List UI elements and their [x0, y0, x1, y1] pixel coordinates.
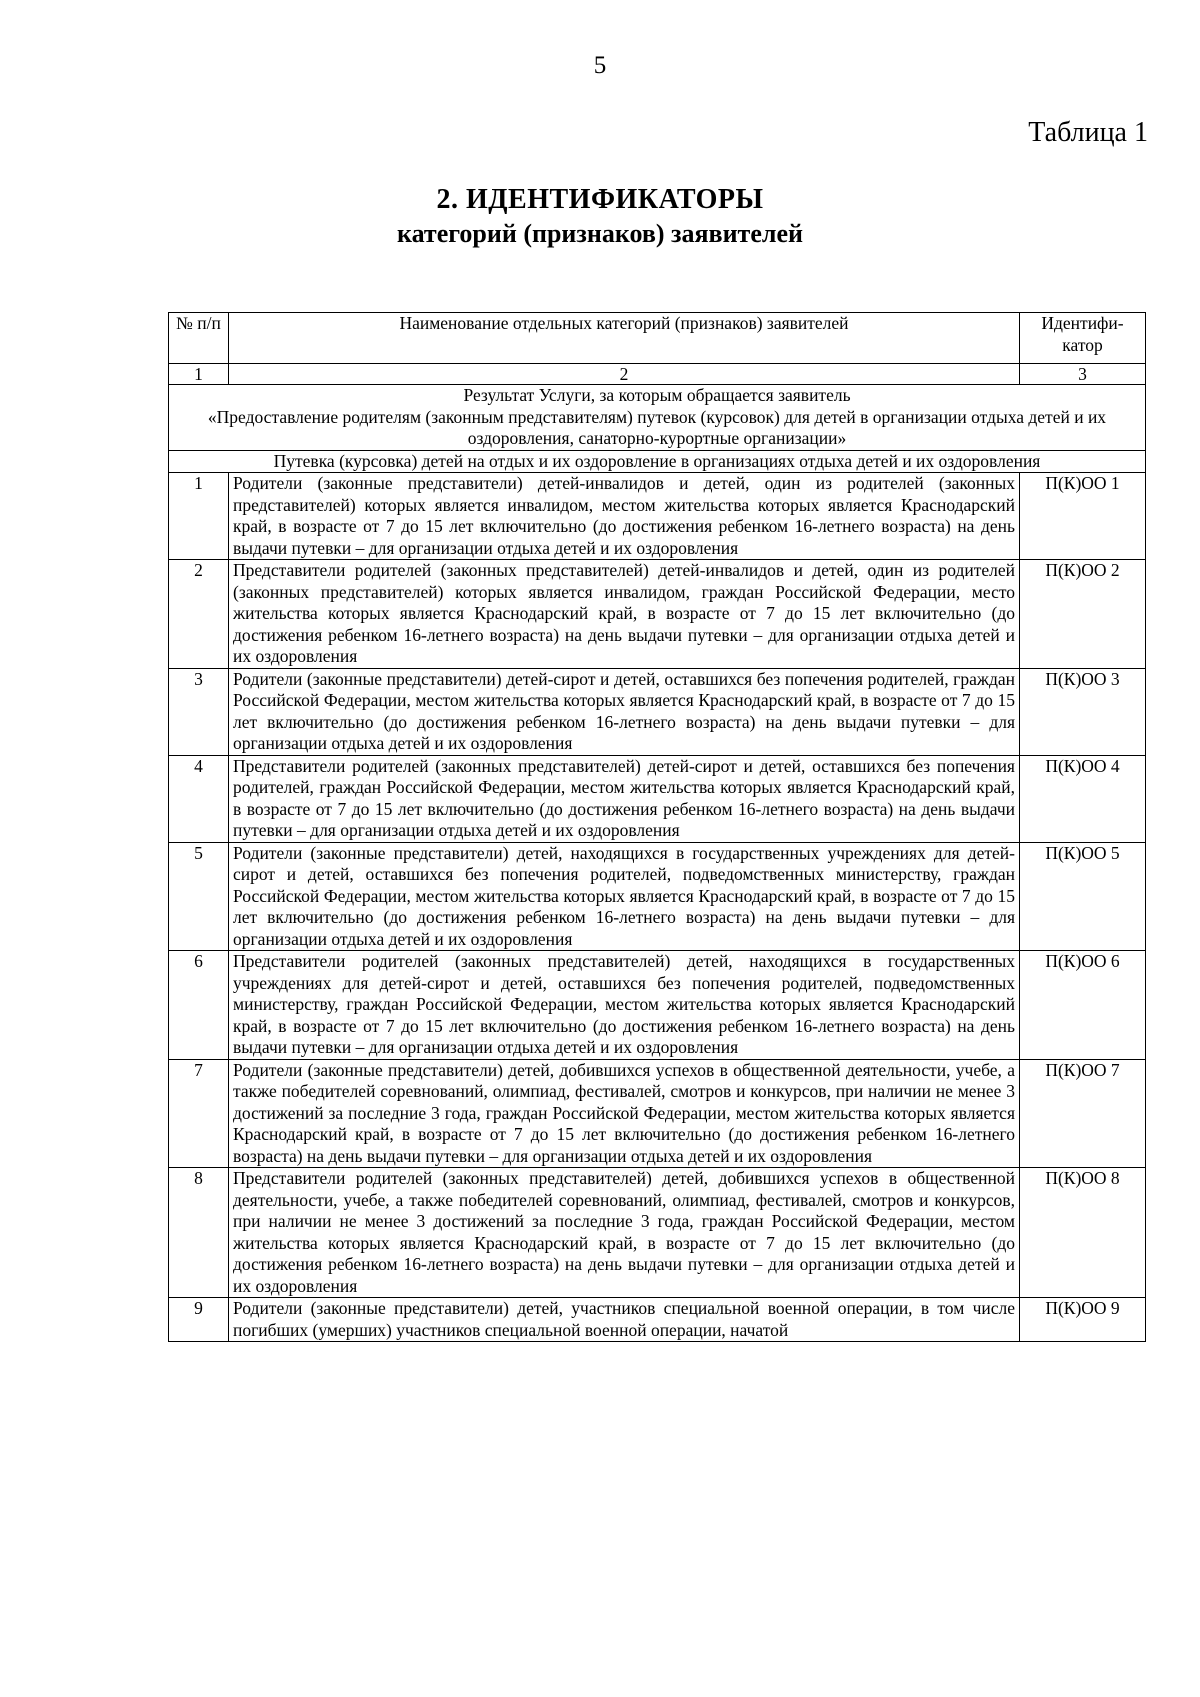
header-number: № п/п — [169, 313, 229, 364]
row-identifier-code: П(К)ОО 6 — [1020, 951, 1146, 1060]
row-identifier-code: П(К)ОО 3 — [1020, 668, 1146, 755]
table-row — [169, 1168, 1146, 1298]
subgroup-cell: Путевка (курсовка) детей на отдых и их оздоровление в организациях отдыха детей и их оздоровления — [169, 450, 1146, 473]
table-label: Таблица 1 — [1028, 117, 1148, 148]
document-title — [0, 183, 1200, 251]
row-category-description: Представители родителей (законных представителей) детей-сирот и детей, оставшихся без попечения родителей, граждан Российской Федерации, местом жительства которых является Краснодарский край, в возрасте от 7 до 15 лет включительно (до достижения ребенком 16-летнего возраста) на день выдачи путевки – для организации отдыха детей и их оздоровления — [229, 755, 1020, 842]
service-result-row — [169, 385, 1146, 451]
row-number: 1 — [169, 473, 229, 560]
row-category-description: Родители (законные представители) детей-сирот и детей, оставшихся без попечения родителей, граждан Российской Федерации, местом жительства которых является Краснодарский край, в возрасте от 7 до 15 лет включительно (до достижения ребенком 16-летнего возраста) на день выдачи путевки – для организации отдыха детей и их оздоровления — [229, 668, 1020, 755]
service-result-cell — [169, 385, 1146, 451]
table-row — [169, 473, 1146, 560]
row-number: 3 — [169, 668, 229, 755]
row-category-description: Представители родителей (законных представителей) детей, находящихся в государственных учреждениях для детей-сирот и детей, оставшихся без попечения родителей, подведомственных министерству, граждан Российской Федерации, местом жительства которых является Краснодарский край, в возрасте от 7 до 15 лет включительно (до достижения ребенком 16-летнего возраста) на день выдачи путевки – для организации отдыха детей и их оздоровления — [229, 951, 1020, 1060]
row-category-description: Родители (законные представители) детей, участников специальной военной операции, в том числе погибших (умерших) участников специальной военной операции, начатой — [229, 1298, 1020, 1342]
header-identifier: Идентифи- катор — [1020, 313, 1146, 364]
row-identifier-code: П(К)ОО 2 — [1020, 560, 1146, 669]
row-identifier-code: П(К)ОО 7 — [1020, 1059, 1146, 1168]
row-identifier-code: П(К)ОО 4 — [1020, 755, 1146, 842]
table-header-row — [169, 313, 1146, 364]
table-row — [169, 560, 1146, 669]
table-row — [169, 842, 1146, 951]
subgroup-row — [169, 450, 1146, 473]
row-number: 8 — [169, 1168, 229, 1298]
service-result-name: «Предоставление родителям (законным представителям) путевок (курсовок) для детей в организации отдыха детей и их оздоровления, санаторно-курортные организации» — [207, 406, 1107, 448]
row-category-description: Представители родителей (законных представителей) детей-инвалидов и детей, один из родителей (законных представителей) которых является инвалидом, граждан Российской Федерации, место жительства которых является Краснодарский край, в возрасте от 7 до 15 лет включительно (до достижения ребенком 16-летнего возраста) на день выдачи путевки – для организации отдыха детей и их оздоровления — [229, 560, 1020, 669]
row-identifier-code: П(К)ОО 8 — [1020, 1168, 1146, 1298]
page-number: 5 — [593, 52, 607, 79]
row-category-description: Родители (законные представители) детей-инвалидов и детей, один из родителей (законных представителей) которых является инвалидом, местом жительства которых является Краснодарский край, в возрасте от 7 до 15 лет включительно (до достижения ребенком 16-летнего возраста) на день выдачи путевки – для организации отдыха детей и их оздоровления — [229, 473, 1020, 560]
service-result-label: Результат Услуги, за которым обращается заявитель — [463, 385, 851, 405]
column-index: 1 — [169, 364, 229, 385]
identifiers-table — [168, 312, 1146, 1342]
row-identifier-code: П(К)ОО 9 — [1020, 1298, 1146, 1342]
row-number: 2 — [169, 560, 229, 669]
row-number: 9 — [169, 1298, 229, 1342]
row-identifier-code: П(К)ОО 1 — [1020, 473, 1146, 560]
row-number: 6 — [169, 951, 229, 1060]
table-row — [169, 668, 1146, 755]
table-row — [169, 951, 1146, 1060]
column-index: 2 — [229, 364, 1020, 385]
title-line-1: 2. ИДЕНТИФИКАТОРЫ — [436, 184, 764, 215]
row-number: 7 — [169, 1059, 229, 1168]
table-row — [169, 1059, 1146, 1168]
header-category-name: Наименование отдельных категорий (признаков) заявителей — [229, 313, 1020, 364]
row-category-description: Родители (законные представители) детей, добившихся успехов в общественной деятельности, учебе, а также победителей соревнований, олимпиад, фестивалей, смотров и конкурсов, при наличии не менее 3 достижений за последние 3 года, граждан Российской Федерации, местом жительства которых является Краснодарский край, в возрасте от 7 до 15 лет включительно (до достижения ребенком 16-летнего возраста) на день выдачи путевки – для организации отдыха детей и их оздоровления — [229, 1059, 1020, 1168]
row-number: 4 — [169, 755, 229, 842]
row-category-description: Представители родителей (законных представителей) детей, добившихся успехов в общественной деятельности, учебе, а также победителей соревнований, олимпиад, фестивалей, смотров и конкурсов, при наличии не менее 3 достижений за последние 3 года, граждан Российской Федерации, местом жительства которых является Краснодарский край, в возрасте от 7 до 15 лет включительно (до достижения ребенком 16-летнего возраста) на день выдачи путевки – для организации отдыха детей и их оздоровления — [229, 1168, 1020, 1298]
title-line-2: категорий (признаков) заявителей — [397, 219, 803, 248]
row-number: 5 — [169, 842, 229, 951]
row-category-description: Родители (законные представители) детей, находящихся в государственных учреждениях для детей-сирот и детей, оставшихся без попечения родителей, подведомственных министерству, граждан Российской Федерации, местом жительства которых является Краснодарский край, в возрасте от 7 до 15 лет включительно (до достижения ребенком 16-летнего возраста) на день выдачи путевки – для организации отдыха детей и их оздоровления — [229, 842, 1020, 951]
column-index: 3 — [1020, 364, 1146, 385]
column-index-row — [169, 364, 1146, 385]
row-identifier-code: П(К)ОО 5 — [1020, 842, 1146, 951]
table-row — [169, 1298, 1146, 1342]
table-row — [169, 755, 1146, 842]
